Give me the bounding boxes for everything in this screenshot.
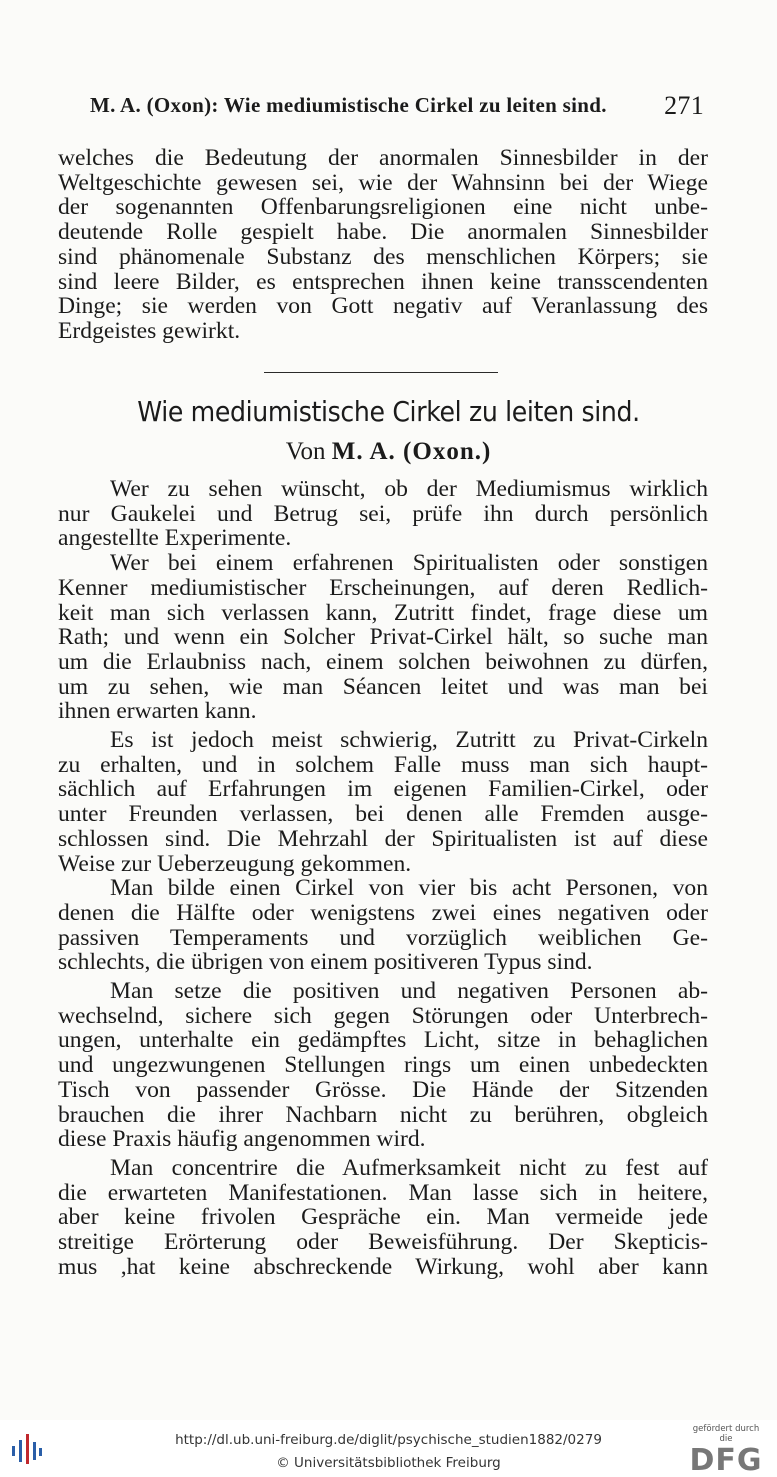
byline-author: M. A. (Oxon.)	[331, 438, 492, 465]
running-head-title: M. A. (Oxon): Wie mediumistische Cirkel zu leiten sind.	[90, 93, 607, 117]
paragraph	[58, 1156, 708, 1280]
text-line: sächlich auf Erfahrungen im eigenen Familien-Cirkel, oder	[58, 776, 708, 803]
text-line: Kenner mediumistischer Erscheinungen, auf deren Redlich-	[58, 574, 708, 601]
text-line: zu erhalten, und in solchem Falle muss man sich haupt-	[58, 751, 708, 778]
text-line: Wer bei einem erfahrenen Spiritualisten oder sonstigen	[110, 550, 708, 577]
text-line: die erwarteten Manifestationen. Man lasse sich in heitere,	[58, 1179, 708, 1206]
text-line: Wer zu sehen wünscht, ob der Mediumismus wirklich	[110, 476, 708, 502]
text-line: Man bilde einen Cirkel von vier bis acht Personen, von	[110, 875, 708, 902]
text-line: denen die Hälfte oder wenigstens zwei eines negativen oder	[58, 899, 708, 926]
running-head	[90, 93, 710, 125]
dfg-logo	[685, 1424, 767, 1477]
paragraph	[58, 876, 708, 975]
page-number: 271	[664, 91, 704, 120]
text-line: unter Freunden verlassen, bei denen alle Fremden ausge-	[58, 801, 708, 828]
text-line: Weltgeschichte gewesen sei, wie der Wahnsinn bei der Wiege	[58, 169, 708, 196]
section-divider	[264, 372, 498, 373]
text-line: nur Gaukelei und Betrug sei, prüfe ihn durch persönlich	[58, 500, 708, 527]
text-line: aber keine frivolen Gespräche ein. Man vermeide jede	[58, 1204, 708, 1231]
byline-prefix: Von	[285, 438, 326, 465]
text-line: und ungezwungenen Stellungen rings um einen unbedeckten	[58, 1052, 708, 1079]
text-line: Tisch von passender Grösse. Die Hände der Sitzenden	[58, 1076, 708, 1103]
copyright-notice: © Universitätsbibliothek Freiburg	[276, 1455, 501, 1471]
text-line: ungen, unterhalte ein gedämpftes Licht, sitze in behaglichen	[58, 1027, 708, 1054]
text-line: mus ,hat keine abschreckende Wirkung, wohl aber kann	[58, 1253, 708, 1280]
text-line: Man setze die positiven und negativen Personen ab-	[110, 978, 708, 1005]
text-line: streitige Erörterung oder Beweisführung. Der Skepticis-	[58, 1229, 708, 1256]
text-line: Rath; und wenn ein Solcher Privat-Cirkel hält, so suche man	[58, 624, 708, 651]
text-line: passiven Temperaments und vorzüglich weiblichen Ge-	[58, 924, 708, 951]
text-line: schlossen sind. Die Mehrzahl der Spiritualisten ist auf diese	[58, 825, 708, 852]
text-line: brauchen die ihrer Nachbarn nicht zu berühren, obgleich	[58, 1101, 708, 1128]
text-line: schlechts, die übrigen von einem positiveren Typus sind.	[58, 949, 593, 976]
text-line: deutende Rolle gespielt habe. Die anormalen Sinnesbilder	[58, 219, 708, 246]
text-line: Es ist jedoch meist schwierig, Zutritt zu Privat-Cirkeln	[110, 727, 708, 754]
text-line: sind phänomenale Substanz des menschlichen Körpers; sie	[58, 243, 708, 270]
paragraph	[58, 477, 708, 551]
text-line: ihnen erwarten kann.	[58, 698, 257, 725]
text-line: um zu sehen, wie man Séancen leitet und was man bei	[58, 673, 708, 700]
article-title: Wie mediumistische Cirkel zu leiten sind.	[137, 395, 640, 428]
byline	[0, 438, 777, 466]
article-body	[58, 477, 708, 1280]
source-url-link[interactable]: http://dl.ub.uni-freiburg.de/diglit/psychische_studien1882/0279	[175, 1432, 602, 1448]
text-line: wechselnd, sichere sich gegen Störungen oder Unterbrech-	[58, 1002, 708, 1029]
text-line: welches die Bedeutung der anormalen Sinnesbilder in der	[58, 145, 708, 171]
dfg-wordmark: DFG	[689, 1443, 763, 1477]
text-line: um die Erlaubniss nach, einem solchen beiwohnen zu dürfen,	[58, 648, 708, 675]
text-line: diese Praxis häufig angenommen wird.	[58, 1126, 426, 1153]
dfg-caption: gefördert durch die	[692, 1424, 760, 1444]
text-line: Dinge; sie werden von Gott negativ auf Veranlassung des	[58, 293, 708, 320]
viewer-footer	[0, 1420, 777, 1477]
text-line: Erdgeistes gewirkt.	[58, 317, 241, 344]
intro-text	[58, 146, 708, 344]
paragraph	[58, 551, 708, 724]
paragraph	[58, 728, 708, 876]
text-line: angestellte Experimente.	[58, 525, 292, 552]
text-line: der sogenannten Offenbarungsreligionen eine nicht unbe-	[58, 194, 708, 221]
text-line: Man concentrire die Aufmerksamkeit nicht zu fest auf	[110, 1154, 708, 1181]
text-line: Weise zur Ueberzeugung gekommen.	[58, 850, 412, 877]
paragraph	[58, 979, 708, 1152]
intro-paragraph	[58, 146, 708, 344]
text-line: keit man sich verlassen kann, Zutritt findet, frage diese um	[58, 599, 708, 626]
text-line: sind leere Bilder, es entsprechen ihnen keine transscendenten	[58, 268, 708, 295]
